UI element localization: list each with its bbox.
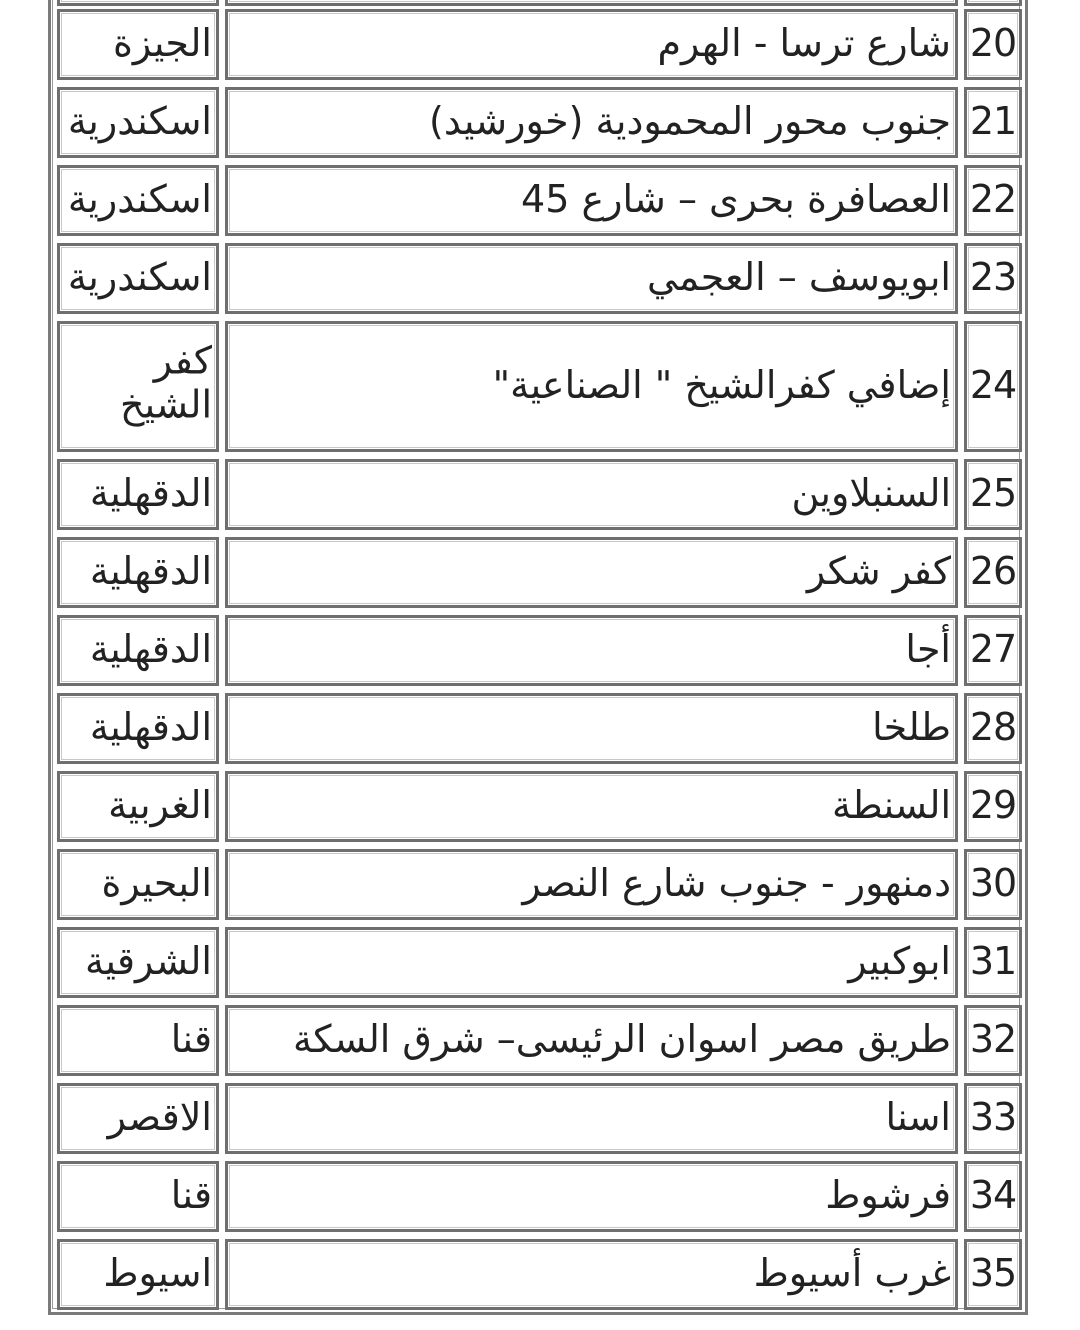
row-number: 24 xyxy=(969,362,1017,407)
cell-site-name xyxy=(225,849,958,920)
cell-governorate xyxy=(57,87,219,158)
governorate: الدقهلية xyxy=(89,704,212,749)
row-number: 25 xyxy=(969,470,1017,515)
governorate: الدقهلية xyxy=(89,626,212,671)
cell-number xyxy=(964,9,1022,80)
site-name: دمنهور - جنوب شارع النصر xyxy=(522,860,951,905)
cell-governorate xyxy=(57,243,219,314)
table-row xyxy=(0,1161,1080,1232)
cell-number xyxy=(964,1161,1022,1232)
cell-governorate xyxy=(57,537,219,608)
cell-number xyxy=(964,1083,1022,1154)
cell-number xyxy=(964,87,1022,158)
cell-number xyxy=(964,321,1022,452)
cell-site-name xyxy=(225,1005,958,1076)
cell-governorate xyxy=(57,0,219,6)
cell-site-name xyxy=(225,1239,958,1310)
cell-number xyxy=(964,849,1022,920)
cell-governorate xyxy=(57,9,219,80)
table-row xyxy=(0,243,1080,314)
table-row xyxy=(0,537,1080,608)
table-row xyxy=(0,1239,1080,1310)
row-number: 27 xyxy=(969,626,1017,671)
table-row-clipped xyxy=(0,0,1080,6)
table-row xyxy=(0,615,1080,686)
cell-site-name xyxy=(225,321,958,452)
row-number: 32 xyxy=(969,1016,1017,1061)
cell-site-name xyxy=(225,1161,958,1232)
table-row xyxy=(0,9,1080,80)
site-name: ابويوسف – العجمي xyxy=(647,254,951,299)
cell-governorate xyxy=(57,1239,219,1310)
table-row xyxy=(0,1083,1080,1154)
site-name: أجا xyxy=(905,626,951,671)
governorate: الدقهلية xyxy=(89,470,212,515)
table-row xyxy=(0,849,1080,920)
row-number: 23 xyxy=(969,254,1017,299)
cell-number xyxy=(964,1005,1022,1076)
site-name: ابوكبير xyxy=(848,938,951,983)
governorate: اسكندرية xyxy=(67,98,212,143)
cell-number xyxy=(964,537,1022,608)
cell-site-name xyxy=(225,1083,958,1154)
cell-number xyxy=(964,243,1022,314)
governorate: قنا xyxy=(170,1016,212,1061)
cell-number xyxy=(964,771,1022,842)
cell-governorate xyxy=(57,165,219,236)
governorate: قنا xyxy=(170,1172,212,1217)
cell-governorate xyxy=(57,927,219,998)
row-number: 28 xyxy=(969,704,1017,749)
site-name: العصافرة بحرى – شارع 45 xyxy=(521,176,951,221)
cell-governorate xyxy=(57,849,219,920)
cell-site-name xyxy=(225,927,958,998)
row-number: 21 xyxy=(969,98,1017,143)
governorate: الدقهلية xyxy=(89,548,212,593)
governorate: الشرقية xyxy=(84,938,212,983)
row-number: 22 xyxy=(969,176,1017,221)
table-row xyxy=(0,87,1080,158)
row-number: 35 xyxy=(969,1250,1017,1295)
site-name: كفر شكر xyxy=(806,548,951,593)
cell-governorate xyxy=(57,1083,219,1154)
site-name: إضافي كفرالشيخ " الصناعية" xyxy=(492,362,951,407)
site-name: السنبلاوين xyxy=(791,470,951,515)
site-name: فرشوط xyxy=(825,1172,951,1217)
cell-governorate xyxy=(57,1161,219,1232)
cell-number xyxy=(964,927,1022,998)
cell-governorate xyxy=(57,771,219,842)
cell-number xyxy=(964,165,1022,236)
governorate: اسكندرية xyxy=(67,176,212,221)
governorate: الجيزة xyxy=(112,20,212,65)
cell-site-name xyxy=(225,0,958,6)
table-row xyxy=(0,771,1080,842)
cell-governorate xyxy=(57,321,219,452)
row-number: 26 xyxy=(969,548,1017,593)
site-name: السنطة xyxy=(831,782,951,827)
governorate: الاقصر xyxy=(107,1094,212,1139)
row-number: 30 xyxy=(969,860,1017,905)
table-row xyxy=(0,1005,1080,1076)
governorate: كفر الشيخ xyxy=(119,338,212,427)
table-row xyxy=(0,459,1080,530)
site-name: شارع ترسا - الهرم xyxy=(657,20,951,65)
table-row xyxy=(0,693,1080,764)
cell-site-name xyxy=(225,87,958,158)
row-number: 34 xyxy=(969,1172,1017,1217)
governorate: اسكندرية xyxy=(67,254,212,299)
cell-governorate xyxy=(57,1005,219,1076)
cell-site-name xyxy=(225,243,958,314)
governorate: الغربية xyxy=(108,782,212,827)
cell-site-name xyxy=(225,165,958,236)
cell-site-name xyxy=(225,459,958,530)
table-row xyxy=(0,165,1080,236)
table-row xyxy=(0,321,1080,452)
cell-site-name xyxy=(225,771,958,842)
cell-site-name xyxy=(225,9,958,80)
row-number: 29 xyxy=(969,782,1017,827)
row-number: 20 xyxy=(969,20,1017,65)
cell-number xyxy=(964,1239,1022,1310)
site-name: جنوب محور المحمودية (خورشيد) xyxy=(429,98,951,143)
site-name: غرب أسيوط xyxy=(753,1250,951,1295)
cell-number xyxy=(964,0,1022,6)
cell-site-name xyxy=(225,537,958,608)
row-number: 31 xyxy=(969,938,1017,983)
cell-site-name xyxy=(225,693,958,764)
cell-governorate xyxy=(57,615,219,686)
row-number: 33 xyxy=(969,1094,1017,1139)
governorate: البحيرة xyxy=(101,860,212,905)
site-name: طلخا xyxy=(872,704,951,749)
site-name: طريق مصر اسوان الرئيسى– شرق السكة xyxy=(292,1016,951,1061)
cell-number xyxy=(964,459,1022,530)
cell-site-name xyxy=(225,615,958,686)
site-name: اسنا xyxy=(885,1094,951,1139)
governorate: اسيوط xyxy=(103,1250,212,1295)
cell-number xyxy=(964,693,1022,764)
cell-number xyxy=(964,615,1022,686)
table-row xyxy=(0,927,1080,998)
cell-governorate xyxy=(57,459,219,530)
cell-governorate xyxy=(57,693,219,764)
